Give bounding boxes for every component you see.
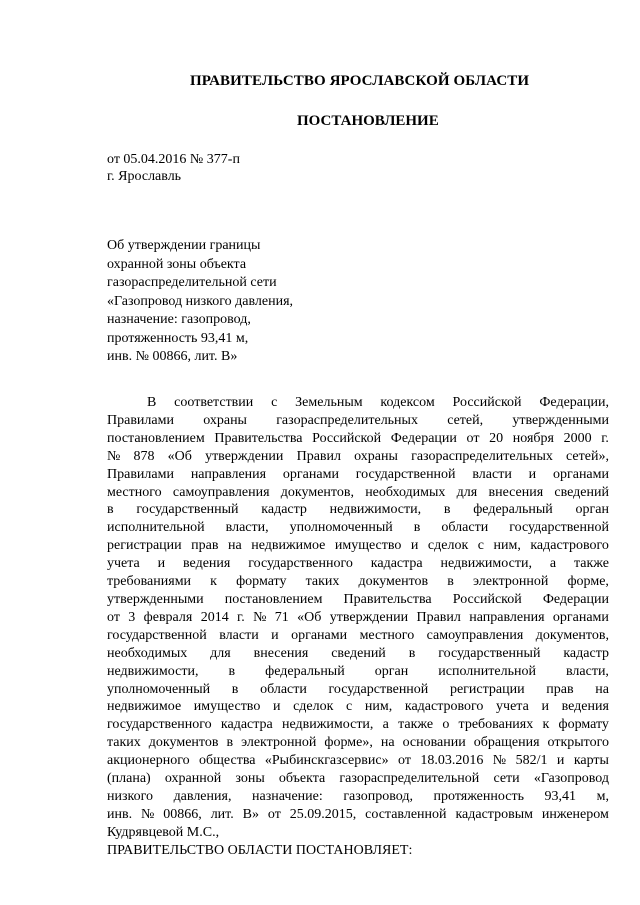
body-word: охраны: [354, 448, 398, 464]
body-line: [107, 842, 609, 860]
body-line: [107, 573, 609, 591]
body-line: [107, 484, 609, 502]
body-word: в: [228, 663, 236, 679]
body-word: ведения: [183, 556, 231, 572]
body-word: необходимых: [365, 484, 446, 500]
body-word: для: [456, 484, 478, 500]
body-word: инженером: [541, 806, 609, 822]
body-word: 00866,: [163, 806, 202, 822]
body-word: на: [380, 735, 395, 751]
body-word: необходимых: [107, 645, 188, 661]
body-word: Российской: [452, 395, 522, 410]
body-word: и: [410, 538, 419, 554]
subject-line: назначение: газопровод,: [107, 312, 251, 327]
body-word: государственного: [107, 717, 212, 733]
body-line: [107, 501, 609, 519]
body-word: 878: [133, 448, 155, 464]
body-word: 2000: [563, 430, 592, 446]
document-subject: [107, 237, 293, 367]
subject-line: газораспределительной сети: [107, 275, 277, 290]
body-word: инв.: [107, 806, 133, 822]
body-word: к: [210, 574, 217, 590]
body-word: в: [107, 502, 114, 518]
body-word: газораспределительной: [339, 771, 480, 787]
body-word: недвижимости,: [440, 556, 532, 572]
body-word: соответствии: [174, 395, 254, 410]
body-word: документов: [148, 735, 219, 751]
body-word: В: [147, 395, 157, 410]
body-line: [107, 430, 609, 448]
body-word: государственный: [438, 645, 541, 661]
body-line: [107, 788, 609, 806]
body-line: [107, 645, 609, 663]
body-line: [107, 824, 609, 842]
body-line: [107, 394, 609, 412]
body-word: самоуправления: [172, 484, 270, 500]
body-word: газораспределительных: [411, 448, 553, 464]
body-word: также: [398, 717, 434, 733]
body-word: сведений: [331, 645, 386, 661]
body-word: зоны: [235, 771, 265, 787]
body-word: от: [398, 753, 411, 769]
body-word: от: [466, 430, 480, 446]
body-word: сети: [493, 771, 520, 787]
body-word: №: [107, 448, 121, 464]
body-word: Федерации,: [539, 395, 609, 410]
body-word: сделок: [293, 699, 334, 715]
body-word: а: [549, 556, 557, 572]
body-word: регистрации: [107, 538, 182, 554]
body-word: с: [346, 699, 353, 715]
body-word: Правительства: [214, 430, 303, 446]
body-word: Правил: [296, 448, 341, 464]
body-word: формату: [236, 574, 287, 590]
body-word: сетей,: [447, 412, 484, 428]
body-word: охранной: [164, 771, 222, 787]
body-word: Земельным: [295, 395, 363, 410]
body-word: требованиями: [107, 574, 192, 590]
body-word: исполнительной: [438, 663, 536, 679]
body-word: назначение:: [252, 788, 323, 804]
body-word: 582/1: [515, 753, 548, 769]
body-word: давления,: [173, 788, 232, 804]
body-word: В»: [242, 806, 259, 822]
body-line: [107, 752, 609, 770]
body-line: [107, 519, 609, 537]
subject-line: «Газопровод низкого давления,: [107, 293, 294, 309]
body-word: ПОСТАНОВЛЯЕТ:: [295, 842, 413, 858]
body-word: 71: [274, 609, 289, 625]
body-word: уполномоченный: [107, 681, 211, 697]
body-word: недвижимости,: [329, 502, 422, 518]
body-word: М.С.,: [186, 824, 220, 840]
body-word: кодексом: [380, 395, 435, 410]
body-line: [107, 609, 609, 627]
body-word: области: [260, 681, 307, 697]
body-word: сведений: [554, 484, 609, 500]
body-word: охраны: [203, 412, 247, 428]
body-word: постановлением: [107, 430, 205, 446]
body-word: Российской: [452, 591, 522, 607]
body-line: [107, 770, 609, 788]
body-word: составленной: [365, 806, 447, 822]
body-word: местного: [359, 627, 415, 643]
body-line: [107, 806, 609, 824]
body-word: «Об: [297, 609, 322, 625]
body-line: [107, 681, 609, 699]
body-word: №: [253, 609, 267, 625]
body-word: а: [382, 717, 389, 733]
body-word: и: [272, 699, 281, 715]
body-word: учета: [496, 699, 529, 715]
body-word: 3: [128, 609, 136, 625]
body-word: также: [573, 556, 609, 572]
body-word: органами: [282, 466, 339, 482]
body-word: от: [267, 806, 281, 822]
body-word: №: [492, 753, 507, 769]
body-word: местного: [107, 484, 162, 500]
body-word: недвижимое: [251, 538, 326, 554]
body-word: утвержденными: [107, 591, 204, 607]
body-line: [107, 627, 609, 645]
body-word: в: [226, 735, 234, 751]
body-word: в: [447, 574, 454, 590]
body-word: власти: [219, 627, 259, 643]
body-word: регистрации: [449, 681, 525, 697]
body-word: имущество: [334, 538, 402, 554]
body-word: государственной: [107, 627, 207, 643]
body-word: органами: [291, 627, 348, 643]
body-word: 2014: [200, 609, 229, 625]
government-title: ПРАВИТЕЛЬСТВО ЯРОСЛАВСКОЙ ОБЛАСТИ: [190, 73, 530, 89]
body-word: орган: [374, 663, 409, 679]
body-word: орган: [575, 502, 609, 518]
body-word: таких: [107, 735, 141, 751]
body-word: форме»,: [324, 735, 373, 751]
body-word: для: [210, 645, 231, 661]
body-word: формату: [558, 717, 609, 733]
body-word: газораспределительных: [276, 412, 418, 428]
body-word: общества: [199, 753, 256, 769]
body-word: Правилами: [107, 412, 174, 428]
body-word: кадастрового: [404, 699, 484, 715]
body-line: [107, 591, 609, 609]
body-word: прав: [191, 538, 219, 554]
body-word: лит.: [210, 806, 234, 822]
body-word: сетей»,: [566, 448, 609, 464]
document-city: г. Ярославль: [107, 169, 182, 184]
body-word: самоуправления: [426, 627, 524, 643]
body-word: к: [542, 717, 550, 733]
body-word: государственной: [328, 681, 429, 697]
body-word: Правилами: [107, 466, 174, 482]
body-word: уполномоченный: [289, 520, 393, 536]
body-word: электронной: [241, 735, 317, 751]
body-word: недвижимости,: [281, 717, 374, 733]
body-word: и: [541, 699, 549, 715]
body-word: недвижимое: [107, 699, 182, 715]
body-word: Федерации: [390, 430, 457, 446]
body-word: государственный: [136, 502, 239, 518]
body-word: внесения: [253, 645, 309, 661]
body-word: г.: [601, 430, 609, 446]
body-word: ним,: [364, 699, 393, 715]
body-word: Кудрявцевой: [107, 824, 184, 840]
body-word: ним,: [493, 538, 521, 554]
body-word: кадастра: [370, 556, 423, 572]
body-word: государственного: [248, 556, 353, 572]
body-word: федеральный: [473, 502, 553, 518]
body-word: государственной: [355, 466, 456, 482]
body-word: акционерного: [107, 753, 190, 769]
body-line: [107, 537, 609, 555]
body-word: низкого: [107, 788, 153, 804]
body-word: Правил: [416, 609, 461, 625]
body-word: таких: [305, 574, 340, 590]
body-word: в: [231, 681, 239, 697]
body-line: [107, 716, 609, 734]
subject-line: протяженность 93,41 м,: [107, 330, 249, 346]
body-line: [107, 555, 609, 573]
body-word: объекта: [278, 771, 326, 787]
body-word: и: [271, 627, 279, 643]
body-word: на: [595, 681, 609, 697]
body-word: электронной: [473, 574, 549, 590]
body-word: 18.03.2016: [420, 753, 484, 769]
body-line: [107, 663, 609, 681]
body-word: имущество: [193, 699, 261, 715]
body-word: февраля: [143, 609, 193, 625]
subject-line: Об утверждении границы: [107, 238, 261, 253]
body-word: власти: [472, 466, 512, 482]
body-word: 93,41: [544, 788, 577, 804]
body-word: ведения: [561, 699, 609, 715]
body-word: с: [477, 538, 484, 554]
body-word: утвержденными: [512, 412, 609, 428]
body-word: на: [227, 538, 242, 554]
body-word: Российской: [312, 430, 382, 446]
body-word: федеральный: [265, 663, 345, 679]
body-word: от: [107, 609, 120, 625]
body-word: Правительства: [343, 591, 432, 607]
body-word: власти,: [565, 663, 609, 679]
body-word: карты: [573, 753, 609, 769]
body-word: ПРАВИТЕЛЬСТВО: [107, 842, 225, 858]
body-word: основании: [402, 735, 466, 751]
body-line: [107, 698, 609, 716]
body-line: [107, 412, 609, 430]
body-word: кадастра: [220, 717, 273, 733]
body-word: №: [141, 806, 155, 822]
body-word: кадастр: [563, 645, 609, 661]
body-word: кадастр: [261, 502, 307, 518]
body-word: внесения: [488, 484, 544, 500]
body-word: м,: [596, 788, 609, 804]
body-word: и: [556, 753, 565, 769]
body-word: (плана): [107, 771, 151, 787]
body-word: протяженность: [433, 788, 524, 804]
body-word: открытого: [547, 735, 609, 751]
body-word: документов: [358, 574, 429, 590]
body-word: обращения: [473, 735, 540, 751]
body-word: «Газопровод: [533, 771, 609, 787]
body-word: утверждении: [329, 609, 409, 625]
body-word: направления: [190, 466, 267, 482]
body-word: постановлением: [224, 591, 323, 607]
body-word: органами: [552, 466, 609, 482]
body-line: [107, 466, 609, 484]
body-word: недвижимости,: [107, 663, 199, 679]
body-word: власти,: [225, 520, 269, 536]
body-word: г.: [237, 609, 245, 625]
document-date-number: от 05.04.2016 № 377-п: [107, 152, 240, 167]
body-word: исполнительной: [107, 520, 205, 536]
body-word: 25.09.2015,: [289, 806, 357, 822]
subject-line: инв. № 00866, лит. В»: [107, 349, 238, 364]
body-word: с: [271, 395, 278, 410]
document-body: [107, 394, 609, 860]
body-word: о: [442, 717, 450, 733]
body-word: «Об: [167, 448, 192, 464]
body-word: ноября: [512, 430, 554, 446]
body-word: ОБЛАСТИ: [227, 842, 293, 858]
subject-line: охранной зоны объекта: [107, 256, 247, 272]
body-word: документов,: [535, 627, 609, 643]
body-word: и: [157, 556, 166, 572]
body-line: [107, 734, 609, 752]
body-word: прав: [546, 681, 574, 697]
body-word: кадастровым: [455, 806, 533, 822]
body-line: [107, 448, 609, 466]
body-word: и: [528, 466, 537, 482]
body-word: «Рыбинскгазсервис»: [264, 753, 389, 769]
body-word: Федерации: [542, 591, 609, 607]
body-word: утверждении: [205, 448, 284, 464]
body-word: форме,: [567, 574, 609, 590]
body-word: документов,: [280, 484, 354, 500]
body-word: кадастрового: [530, 538, 609, 554]
body-word: 20: [489, 430, 504, 446]
body-word: области: [441, 520, 489, 536]
body-word: направления: [469, 609, 545, 625]
body-word: в: [413, 520, 421, 536]
body-word: сделок: [427, 538, 469, 554]
body-word: в: [443, 502, 451, 518]
body-word: государственной: [509, 520, 609, 536]
document-type-heading: ПОСТАНОВЛЕНИЕ: [297, 113, 439, 129]
body-word: в: [408, 645, 416, 661]
body-word: газопровод,: [343, 788, 413, 804]
body-word: учета: [107, 556, 140, 572]
body-word: органами: [552, 609, 609, 625]
body-word: требованиях: [458, 717, 534, 733]
